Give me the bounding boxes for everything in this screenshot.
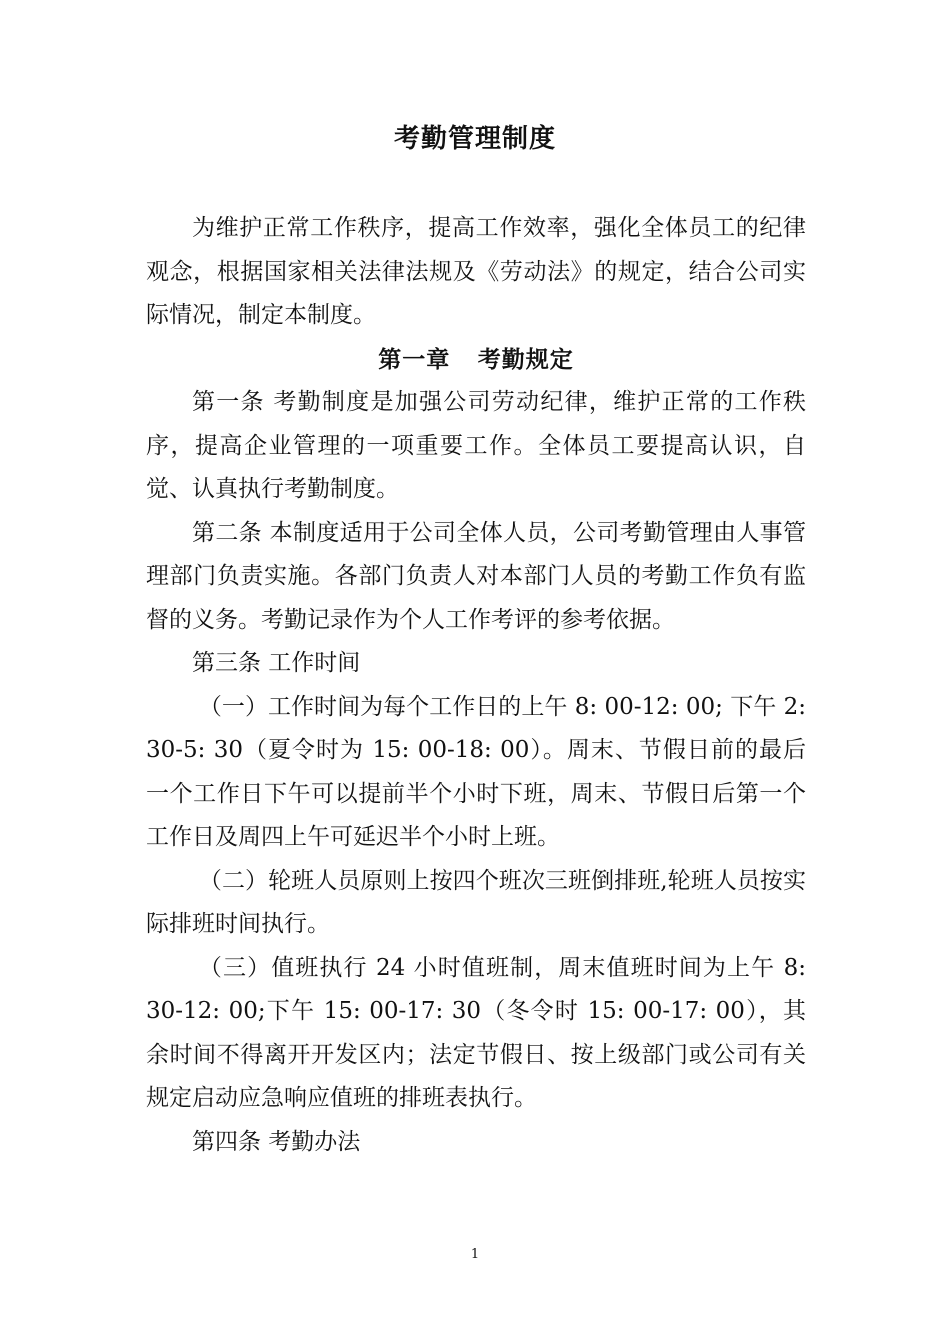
article-1: 第一条 考勤制度是加强公司劳动纪律，维护正常的工作秩序，提高企业管理的一项重要工作。全体员工要提高认识，自觉、认真执行考勤制度。 bbox=[146, 389, 806, 502]
chapter-heading bbox=[146, 338, 806, 382]
page-number: 1 bbox=[470, 1247, 480, 1262]
article-3-item-3: （三）值班执行 24 小时值班制，周末值班时间为上午 8: 30-12: 00;下午 15: 00-17: 30（冬令时 15: 00-17: 00），其余时间不得离开开发区内；法定节假日、按上级部门或公司有关规定启动应急响应值班的排班表执行。 bbox=[146, 954, 806, 1111]
chapter-number: 第一章 bbox=[378, 345, 451, 373]
article-4-heading: 第四条 考勤办法 bbox=[192, 1128, 361, 1155]
article-2: 第二条 本制度适用于公司全体人员，公司考勤管理由人事管理部门负责实施。各部门负责人对本部门人员的考勤工作负有监督的义务。考勤记录作为个人工作考评的参考依据。 bbox=[146, 519, 806, 633]
intro-paragraph: 为维护正常工作秩序，提高工作效率，强化全体员工的纪律观念，根据国家相关法律法规及《劳动法》的规定，结合公司实际情况，制定本制度。 bbox=[146, 215, 806, 328]
article-3-heading: 第三条 工作时间 bbox=[192, 650, 361, 676]
document-body bbox=[146, 207, 806, 1164]
chapter-name: 考勤规定 bbox=[477, 345, 574, 373]
article-3-item-2: （二）轮班人员原则上按四个班次三班倒排班,轮班人员按实际排班时间执行。 bbox=[146, 867, 806, 937]
article-3-item-1: （一）工作时间为每个工作日的上午 8: 00-12: 00; 下午 2: 30-5: 30（夏令时为 15: 00-18: 00）。周末、节假日前的最后一个工作日下午可以提前半个小时下班，周末、节假日后第一个工作日及周四上午可延迟半个小时上班。 bbox=[146, 693, 806, 850]
document-title: 考勤管理制度 bbox=[393, 124, 556, 154]
